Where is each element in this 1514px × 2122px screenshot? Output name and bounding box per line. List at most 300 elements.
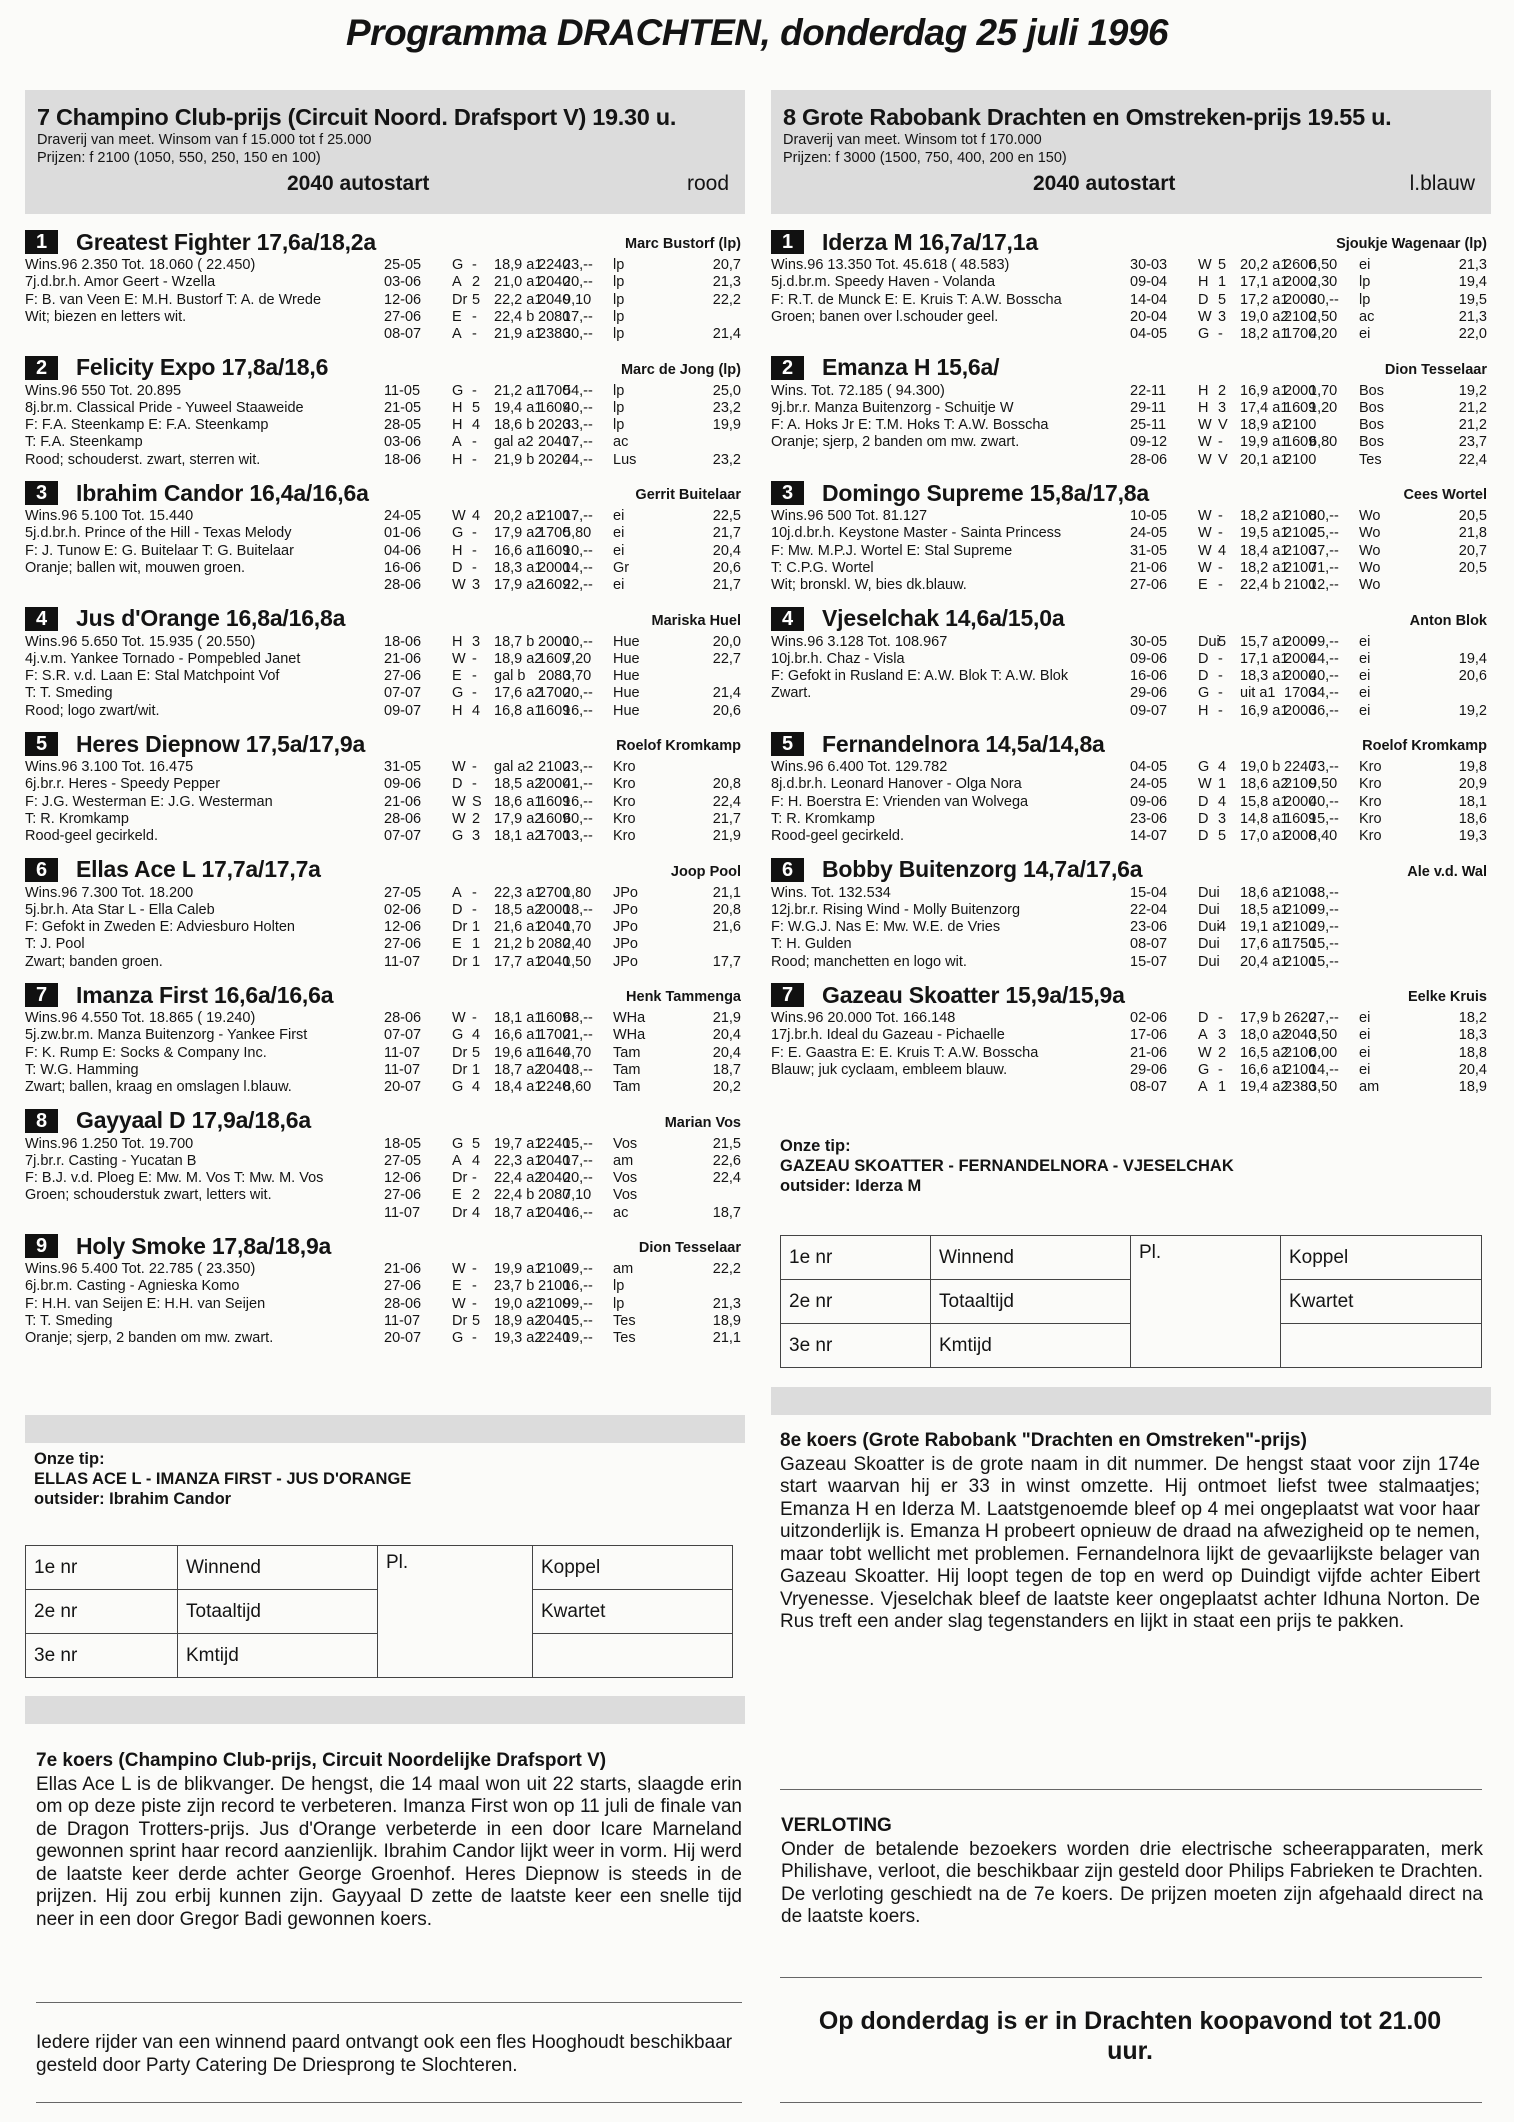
horse-list [25,228,745,1358]
race-start: 2040 autostart [287,172,430,195]
form-cell: 2100 [1284,577,1317,594]
form-cell: 22,4 [712,793,741,810]
form-cell: lp [1359,291,1371,308]
horse-number: 6 [25,858,58,882]
form-cell: 10,-- [563,542,593,559]
form-cell: 12-06 [384,1170,422,1187]
horse-detail-line: 8j.br.m. Classical Pride - Yuweel Staaweide [25,399,304,416]
horse-name: Fernandelnora 14,5a/14,8a [822,730,1105,757]
form-cell: 21,4 [712,326,741,343]
form-cell: 11-07 [384,1312,421,1329]
form-cell [667,668,741,685]
form-cell: 15,-- [563,1312,593,1329]
horse-form [1130,759,1487,845]
form-cell: 17,-- [563,434,593,451]
form-cell [1413,634,1487,651]
form-cell: 22,4 b [494,308,535,325]
form-cell: Kro [613,759,636,775]
form-cell: D [1198,650,1209,667]
form-cell: lp [613,382,625,399]
horse-number: 3 [25,481,58,505]
form-row [1130,668,1487,685]
form-row [1130,257,1487,274]
horse-detail-line: F: K. Rump E: Socks & Company Inc. [25,1044,267,1061]
form-cell: am [613,1261,634,1277]
form-cell: W [452,1261,466,1277]
horse-detail-line: 5j.br.h. Ata Star L - Ella Caleb [25,901,215,918]
form-cell: 2600 [1284,257,1317,273]
form-cell: 10,-- [563,633,593,650]
form-cell: ei [1359,633,1371,650]
form-cell: 19,5 a1 [1240,525,1289,542]
form-cell: Hue [613,702,640,719]
row-label: 2e nr [781,1280,931,1324]
form-cell: 09-06 [1130,650,1168,667]
form-cell: - [1218,326,1223,343]
form-cell: 3 [472,577,481,594]
horse-driver: Roelof Kromkamp [616,738,741,754]
form-row [384,1170,741,1187]
form-row [384,417,741,434]
form-cell: 16,9 a1 [1240,382,1289,399]
horse-details [771,634,1131,703]
horse-number: 1 [25,230,58,254]
horse-entry [25,354,745,480]
form-row [1130,1045,1487,1062]
form-cell: 2100 [538,1261,571,1277]
form-cell: Dui [1198,919,1220,936]
horse-detail-line: F: E. Gaastra E: E. Kruis T: A.W. Bosscha [771,1044,1039,1061]
form-cell: 21,9 [712,828,741,845]
form-cell: Dr [452,1044,468,1061]
form-cell: - [1218,668,1223,685]
form-cell: 5 [472,399,481,416]
form-cell: 20,8 [712,901,741,918]
form-cell [1218,954,1240,971]
horse-form [384,1261,741,1347]
form-cell: 16,6 a1 [494,1027,543,1044]
form-cell: 3 [472,633,481,650]
horse-name: Emanza H 15,6a/ [822,354,1000,380]
form-cell: 1609 [538,542,571,559]
form-cell: 1700 [538,685,571,702]
form-cell: 40,-- [1309,793,1339,810]
form-cell: 19,4 a1 [494,399,543,416]
horse-detail-line: Zwart; banden groen. [25,953,163,970]
form-cell: ei [1359,326,1371,343]
form-cell: 21,3 [1458,308,1487,325]
form-row [384,1296,741,1313]
form-row [1130,759,1487,776]
horse-detail-line: T: R. Kromkamp [771,810,875,827]
form-cell: 3 [1218,399,1227,416]
form-row [1130,828,1487,845]
form-cell: Wo [1359,525,1381,542]
form-cell: 17-06 [1130,1027,1168,1044]
form-cell: 5 [1218,633,1227,650]
horse-detail-line: F: B.J. v.d. Ploeg E: Mw. M. Vos T: Mw. M. Vos [25,1170,324,1187]
form-row [384,885,741,902]
form-cell: 2380 [538,326,571,343]
form-cell: 20,8 [712,776,741,793]
form-cell: 22,3 a1 [494,1152,543,1169]
verloting-heading: VERLOTING [781,1815,892,1836]
form-cell: Dui [1198,901,1220,918]
form-cell: 12-06 [384,919,422,936]
form-row [1130,434,1487,451]
form-cell: 28-06 [384,1010,422,1026]
form-cell: 2040 [538,953,571,970]
horse-entry [771,228,1491,354]
horse-driver: Cees Wortel [1403,487,1487,503]
horse-detail-line: Wins.96 550 Tot. 20.895 [25,382,182,399]
form-cell: 2000 [1284,633,1317,650]
horse-detail-line: 4j.v.m. Yankee Tornado - Pompebled Janet [25,650,301,667]
form-cell: Kro [1359,793,1382,810]
horse-detail-line: Blauw; juk cyclaam, embleem blauw. [771,1061,1008,1078]
form-cell: W [452,1010,466,1026]
horse-entry [771,354,1491,480]
form-cell: 30-03 [1130,257,1168,273]
form-cell: Dui [1198,953,1220,970]
form-cell: 17,1 a1 [1240,274,1289,291]
form-cell: A [452,1152,462,1169]
form-row [384,759,741,776]
form-cell: 4 [1218,542,1227,559]
form-cell: JPo [613,919,638,936]
horse-detail-line: 12j.br.r. Rising Wind - Molly Buitenzorg [771,901,1021,918]
form-cell: 28-05 [384,417,422,434]
form-cell: 07-07 [384,685,422,702]
form-cell: V [1218,451,1228,468]
form-cell: Hue [613,685,640,702]
form-cell: 21,7 [712,810,741,827]
form-cell: 17,6 a2 [494,685,543,702]
form-cell: Wo [1359,508,1381,524]
form-cell: 16,-- [563,1278,593,1295]
horse-detail-line: Wit; bronskl. W, bies dk.blauw. [771,577,967,594]
horse-entry [25,1232,745,1358]
form-cell: 4 [1218,793,1227,810]
form-cell: 22,4 [712,1170,741,1187]
form-cell: - [472,542,477,559]
form-cell: 80,-- [1309,508,1339,524]
form-cell: 21,8 [1458,525,1487,542]
form-row [1130,309,1487,326]
form-cell: Bos [1359,417,1384,434]
form-cell: 17,7 [712,953,741,970]
horse-driver: Anton Blok [1409,612,1487,629]
form-cell: 17,6 a1 [1240,936,1289,953]
horse-driver: Marian Vos [664,1114,741,1131]
form-cell: ei [613,577,625,594]
form-cell [1359,885,1413,902]
rule [36,2102,742,2103]
form-cell: 36,-- [1309,702,1339,719]
form-cell: 2100 [538,1278,571,1295]
divider-bar [771,1387,1491,1415]
horse-details [25,383,385,469]
form-row [384,309,741,326]
form-cell: H [452,633,463,650]
tip-horses: GAZEAU SKOATTER - FERNANDELNORA - VJESELCHAK [780,1157,1234,1175]
horse-details [771,257,1131,326]
horse-detail-line: Wins.96 1.250 Tot. 19.700 [25,1135,194,1152]
bet-kwartet[interactable]: Kwartet [533,1590,733,1634]
form-cell: 22,5 [712,508,741,524]
form-cell: 23,7 [1458,434,1487,451]
form-cell: 18,0 a2 [1240,1027,1289,1044]
horse-detail-line: Rood; schouderst. zwart, sterren wit. [25,451,261,468]
form-cell: 23-06 [1130,810,1168,827]
form-cell: 44,-- [1309,650,1339,667]
form-cell: 29,-- [1309,919,1339,936]
form-cell: 19,6 a1 [494,1044,543,1061]
horse-form [1130,383,1487,469]
form-cell: 2040 [538,1061,571,1078]
form-cell: 27-06 [384,668,422,685]
form-cell: 21,6 a1 [494,919,543,936]
form-cell: lp [613,1278,625,1295]
form-cell: 21-05 [384,399,422,416]
form-cell: Wo [1359,559,1381,576]
horse-detail-line: 10j.br.h. Chaz - Visla [771,650,905,667]
form-cell [1413,954,1487,971]
form-cell: 34,-- [1309,685,1339,702]
form-cell: Dr [452,1312,468,1329]
form-cell: 18-06 [384,451,422,468]
form-row [384,400,741,417]
horse-detail-line: F: J.G. Westerman E: J.G. Westerman [25,793,273,810]
form-row [384,902,741,919]
horse-detail-line: Rood; logo zwart/wit. [25,702,160,719]
form-cell: 1 [472,936,481,953]
form-cell: 19,-- [563,1330,593,1347]
race-header [771,90,1491,214]
horse-detail-line: 6j.br.r. Heres - Speedy Pepper [25,776,221,793]
form-cell: 2000 [538,776,571,793]
form-cell: 18,9 [712,1312,741,1329]
form-cell: 18,9 a2 [494,650,543,667]
form-cell [1359,936,1413,953]
horse-details [25,1261,385,1347]
form-cell: 4 [472,508,481,524]
form-row [1130,634,1487,651]
bet-winnend[interactable]: Winnend [931,1236,1131,1280]
form-cell: H [452,417,463,434]
form-cell: 3,50 [1309,1079,1338,1096]
form-cell: 22,4 b [494,1187,535,1204]
form-cell: 21,9 [712,1010,741,1026]
horse-detail-line: Wins.96 3.128 Tot. 108.967 [771,633,948,650]
horse-entry [771,856,1491,982]
form-cell: 31-05 [1130,542,1168,559]
form-cell: 23,-- [563,257,593,273]
horse-form [384,1136,741,1222]
form-cell: - [472,1295,477,1312]
bet-kmtijd[interactable]: Kmtijd [178,1634,378,1678]
form-cell: - [472,1330,477,1347]
form-cell: lp [613,417,625,434]
form-cell: 24-05 [384,508,422,524]
form-cell: 2240 [538,1135,571,1152]
form-cell [667,309,741,326]
horse-number: 4 [25,607,58,631]
form-cell: E [452,1278,462,1295]
form-cell: 15-04 [1130,884,1168,901]
form-cell: A [452,274,462,291]
form-cell: 28-06 [384,1295,422,1312]
form-cell: 21,3 [712,1295,741,1312]
race-header [25,90,745,214]
form-cell: Hue [613,650,640,667]
form-cell: Bos [1359,434,1384,451]
horse-detail-line: 5j.d.br.m. Speedy Haven - Volanda [771,274,996,291]
form-cell: - [1218,1061,1223,1078]
form-cell: 1700 [1284,685,1317,702]
race-conditions: Draverij van meet. Winsom van f 15.000 tot f 25.000 [37,132,372,148]
bet-totaaltijd[interactable]: Totaaltijd [178,1590,378,1634]
horse-number: 4 [771,607,804,631]
form-cell: lp [613,257,625,273]
horse-detail-line: T: T. Smeding [25,1312,113,1329]
form-cell: 21-06 [384,650,422,667]
form-cell: 20-04 [1130,308,1168,325]
form-cell: am [613,1152,634,1169]
form-cell: ei [613,525,625,542]
horse-detail-line: F: H. Boerstra E: Vrienden van Wolvega [771,793,1029,810]
tip-outsider: outsider: Ibrahim Candor [34,1490,232,1508]
horse-detail-line: F: J. Tunow E: G. Buitelaar T: G. Buitelaar [25,542,294,559]
bet-kwartet[interactable]: Kwartet [1281,1280,1482,1324]
form-cell: 29-11 [1130,399,1167,416]
tip-block [780,1136,1234,1196]
form-cell: 21,2 a1 [494,382,543,399]
bet-kmtijd[interactable]: Kmtijd [931,1324,1131,1368]
form-row [384,1079,741,1096]
tip-block [34,1449,411,1509]
horse-detail-line: Wins.96 7.300 Tot. 18.200 [25,884,194,901]
form-cell: 16,8 a1 [494,702,543,719]
form-cell: Tam [613,1044,641,1061]
form-cell: 4 [472,417,481,434]
form-cell [1413,577,1487,594]
form-cell: 2 [472,1187,481,1204]
bet-pl[interactable]: Pl. [1131,1236,1281,1280]
form-row [1130,651,1487,668]
form-cell: 21,9 a1 [494,326,543,343]
horse-detail-line: Wins.96 4.550 Tot. 18.865 ( 19.240) [25,1010,256,1026]
form-cell: 7,10 [563,1187,592,1204]
form-cell: G [452,1135,464,1152]
horse-name: Gayyaal D 17,9a/18,6a [76,1107,311,1133]
form-cell [1413,936,1487,953]
form-cell: gal a2 [494,759,534,775]
horse-detail-line: 9j.br.r. Manza Buitenzorg - Schuitje W [771,399,1014,416]
form-cell: 2080 [538,1187,571,1204]
form-cell [1413,919,1487,936]
form-cell: Kro [1359,759,1382,775]
form-cell: Hue [613,633,640,650]
form-cell: Dr [452,291,468,308]
form-row [384,794,741,811]
horse-number: 7 [25,983,58,1007]
bet-totaaltijd[interactable]: Totaaltijd [931,1280,1131,1324]
form-cell: 16,-- [563,702,593,719]
horse-details [771,508,1131,594]
form-cell: E [452,1187,462,1204]
form-cell: W [1198,1044,1212,1061]
form-cell: 2100 [1284,1061,1317,1078]
horse-details [25,759,385,845]
form-cell: 27-05 [384,884,422,901]
form-cell: 1700 [1284,326,1317,343]
form-cell: 20,7 [1458,542,1487,559]
form-cell: 2100 [1284,776,1317,793]
bet-koppel[interactable]: Koppel [1281,1236,1482,1280]
form-cell: 04-05 [1130,326,1168,343]
form-cell: 15-07 [1130,953,1168,970]
form-cell: 4,70 [563,1044,592,1061]
form-cell: E [452,936,462,953]
form-cell: - [472,382,477,399]
form-cell: W [1198,508,1212,524]
race-prizes: Prijzen: f 2100 (1050, 550, 250, 150 en 100) [37,150,321,166]
form-cell: 23,2 [712,451,741,468]
form-cell: 18,5 a2 [494,776,543,793]
horse-detail-line: T: F.A. Steenkamp [25,434,143,451]
bet-koppel[interactable]: Koppel [533,1546,733,1590]
form-cell: 22-11 [1130,382,1167,399]
bet-winnend[interactable]: Winnend [178,1546,378,1590]
horse-entry [25,730,745,856]
form-cell: 18,1 a2 [494,828,543,845]
form-cell: 12-06 [384,291,422,308]
form-cell: Tam [613,1061,641,1078]
horse-details [771,885,1131,971]
horse-detail-line: Zwart. [771,685,812,702]
form-cell: 6,80 [1309,434,1338,451]
form-cell: 2000 [538,633,571,650]
form-cell: 2080 [538,668,571,685]
form-cell: 4 [472,1027,481,1044]
form-cell: 5 [472,1312,481,1329]
horse-entry [25,479,745,605]
form-cell: am [1359,1079,1380,1096]
form-cell: D [1198,810,1209,827]
form-row [384,1027,741,1044]
form-row [384,1261,741,1278]
tip-label: Onze tip: [34,1450,105,1468]
form-row [1130,326,1487,343]
form-cell: W [452,508,466,524]
form-cell: 20,2 a1 [1240,257,1289,273]
bet-pl[interactable]: Pl. [378,1546,533,1590]
form-cell: G [452,685,464,702]
form-cell: 09-07 [384,702,422,719]
story-race-8 [780,1430,1480,1634]
form-cell: W [1198,451,1212,468]
form-cell: 18,7 a2 [494,1061,543,1078]
form-cell: WHa [613,1010,646,1026]
horse-name: Greatest Fighter 17,6a/18,2a [76,228,376,255]
form-cell: 21,6 [712,919,741,936]
form-cell: 5 [472,291,481,308]
form-cell: 18,6 a1 [494,793,543,810]
form-cell: 1609 [538,793,571,810]
form-cell: 4 [472,702,481,719]
form-cell: 1609 [538,1010,571,1026]
